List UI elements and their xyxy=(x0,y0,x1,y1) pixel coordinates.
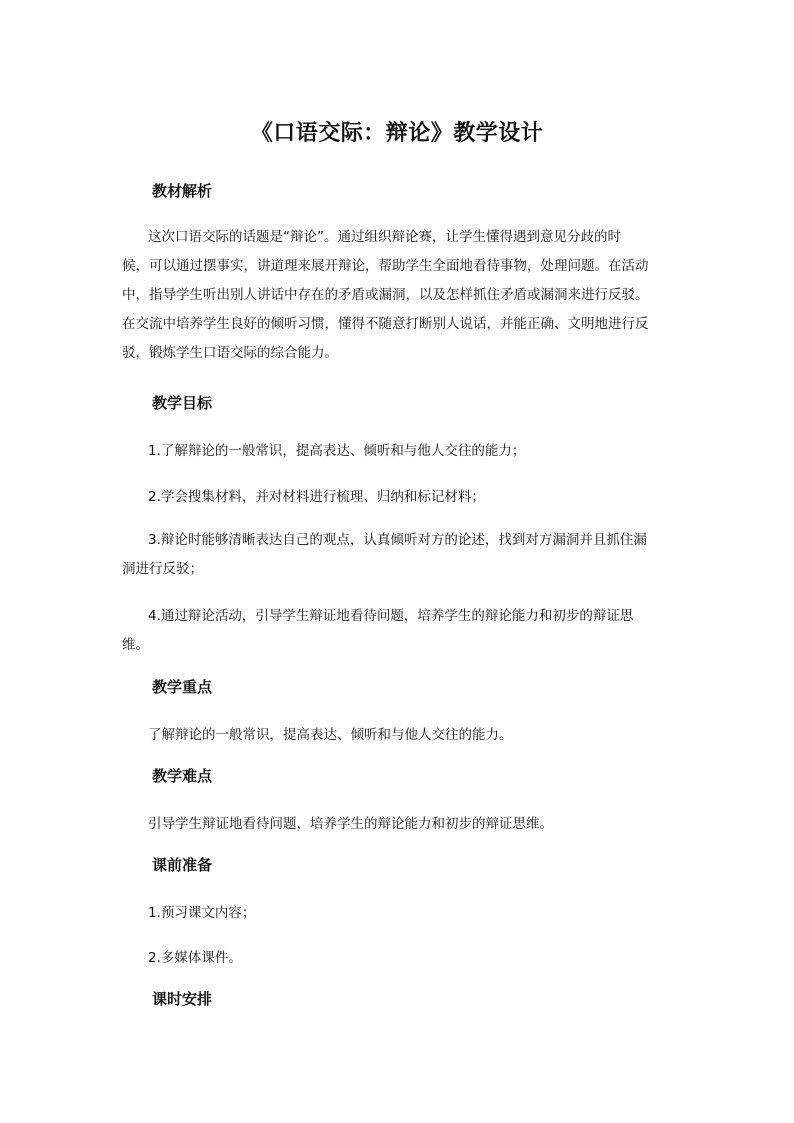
preparation-item-2 xyxy=(122,944,674,973)
section-heading-difficulties: 教学难点 xyxy=(152,767,213,785)
objective-line: 3.辩论时能够清晰表达自己的观点，认真倾听对方的论述，找到对方漏洞并且抓住漏 xyxy=(148,532,647,548)
objective-item-2 xyxy=(122,483,674,512)
analysis-line: 中，指导学生听出别人讲话中存在的矛盾或漏洞，以及怎样抓住矛盾或漏洞来进行反驳。 xyxy=(122,287,649,303)
section-heading-objectives: 教学目标 xyxy=(152,394,213,412)
objective-line: 2.学会搜集材料，并对材料进行梳理、归纳和标记材料； xyxy=(148,489,485,505)
analysis-line: 在交流中培养学生良好的倾听习惯，懂得不随意打断别人说话，并能正确、文明地进行反 xyxy=(122,316,649,332)
key-points-line: 了解辩论的一般常识，提高表达、倾听和与他人交往的能力。 xyxy=(148,727,513,743)
objective-line: 维。 xyxy=(122,637,149,653)
analysis-paragraph xyxy=(122,223,674,368)
objective-line: 洞进行反驳； xyxy=(122,561,203,577)
objective-line: 1.了解辩论的一般常识，提高表达、倾听和与他人交往的能力； xyxy=(148,443,526,459)
section-heading-analysis: 教材解析 xyxy=(152,182,213,200)
section-heading-key-points: 教学重点 xyxy=(152,678,213,696)
difficulties-paragraph xyxy=(122,810,674,839)
objective-line: 4.通过辩论活动，引导学生辩证地看待问题，培养学生的辩论能力和初步的辩证思 xyxy=(148,608,634,624)
analysis-line: 驳，锻炼学生口语交际的综合能力。 xyxy=(122,345,338,361)
document-title: 《口语交际：辩论》教学设计 xyxy=(250,120,544,146)
objective-item-4 xyxy=(122,602,674,660)
objective-item-1 xyxy=(122,437,674,466)
objective-item-3 xyxy=(122,526,674,584)
section-heading-preparation: 课前准备 xyxy=(152,856,213,874)
preparation-line: 1.预习课文内容； xyxy=(148,905,256,921)
section-heading-schedule: 课时安排 xyxy=(152,990,213,1008)
key-points-paragraph xyxy=(122,721,674,750)
preparation-line: 2.多媒体课件。 xyxy=(148,950,242,966)
difficulties-line: 引导学生辩证地看待问题，培养学生的辩论能力和初步的辩证思维。 xyxy=(148,816,553,832)
analysis-line: 这次口语交际的话题是“辩论”。通过组织辩论赛，让学生懂得遇到意见分歧的时 xyxy=(148,229,621,245)
preparation-item-1 xyxy=(122,899,674,928)
analysis-line: 候，可以通过摆事实，讲道理来展开辩论，帮助学生全面地看待事物，处理问题。在活动 xyxy=(122,258,649,274)
